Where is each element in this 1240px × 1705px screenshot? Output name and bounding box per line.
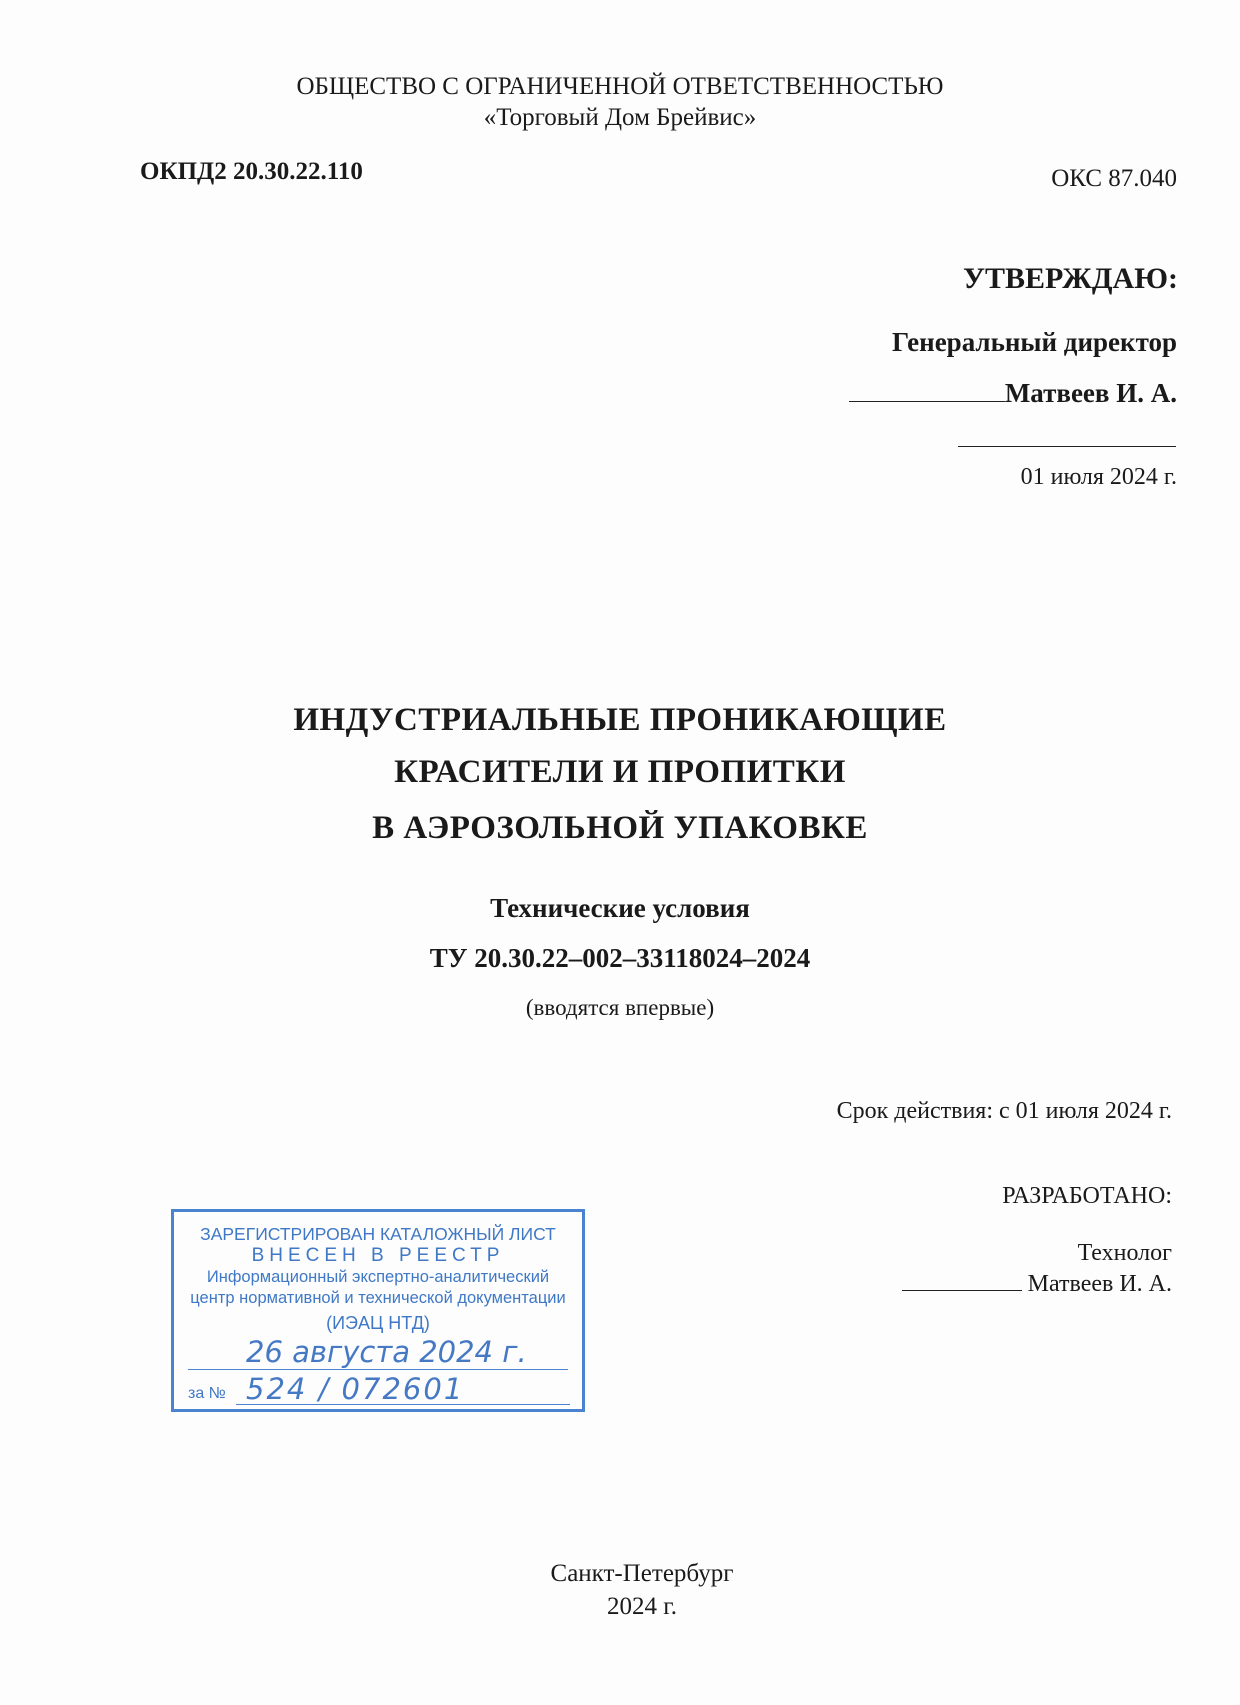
- signature-line: [902, 1266, 1022, 1291]
- approval-signer: Матвеев И. А.: [1004, 378, 1177, 408]
- stamp-handwritten-number: 524 / 072601: [246, 1372, 465, 1406]
- title-line2: КРАСИТЕЛИ И ПРОПИТКИ: [394, 754, 846, 790]
- approval-signature-row: [849, 375, 1177, 409]
- approval-heading: УТВЕРЖДАЮ:: [962, 262, 1178, 295]
- stamp-handwritten-date: 26 августа 2024 г.: [246, 1335, 527, 1369]
- document-subtitle: Технические условия: [490, 893, 750, 923]
- approval-date: 01 июля 2024 г.: [1020, 464, 1177, 490]
- stamp-line2: ВНЕСЕН В РЕЕСТР: [251, 1245, 505, 1266]
- stamp-number-label: за №: [188, 1385, 226, 1402]
- developed-signature-row: [902, 1266, 1172, 1298]
- title-line1: ИНДУСТРИАЛЬНЫЕ ПРОНИКАЮЩИЕ: [293, 702, 947, 738]
- stamp-line3: Информационный экспертно-аналитический: [206, 1268, 550, 1286]
- org-name-line2: «Торговый Дом Брейвис»: [483, 104, 757, 131]
- title-line3: В АЭРОЗОЛЬНОЙ УПАКОВКЕ: [372, 810, 868, 846]
- registration-stamp: [171, 1209, 585, 1412]
- stamp-line5: (ИЭАЦ НТД): [326, 1313, 430, 1333]
- oks-code: ОКС 87.040: [1051, 165, 1177, 192]
- developed-heading: РАЗРАБОТАНО:: [1002, 1183, 1172, 1209]
- developed-signer: Матвеев И. А.: [1027, 1271, 1172, 1297]
- stamp-line1: ЗАРЕГИСТРИРОВАН КАТАЛОЖНЫЙ ЛИСТ: [200, 1224, 556, 1244]
- org-name-line1: ОБЩЕСТВО С ОГРАНИЧЕННОЙ ОТВЕТСТВЕННОСТЬЮ: [296, 73, 944, 100]
- footer-city: Санкт-Петербург: [550, 1560, 734, 1587]
- approval-date-line: [958, 446, 1176, 447]
- stamp-date-line: [188, 1369, 568, 1370]
- document-code: ТУ 20.30.22–002–33118024–2024: [429, 943, 811, 973]
- stamp-line4: центр нормативной и технической документации: [190, 1289, 566, 1307]
- okpd-code: ОКПД2 20.30.22.110: [140, 158, 363, 185]
- signature-line: [849, 375, 1005, 402]
- footer-year: 2024 г.: [607, 1593, 677, 1620]
- document-note: (вводятся впервые): [525, 995, 715, 1020]
- validity-period: Срок действия: с 01 июля 2024 г.: [836, 1098, 1172, 1124]
- approval-position: Генеральный директор: [892, 327, 1177, 357]
- developed-position: Технолог: [1077, 1240, 1172, 1266]
